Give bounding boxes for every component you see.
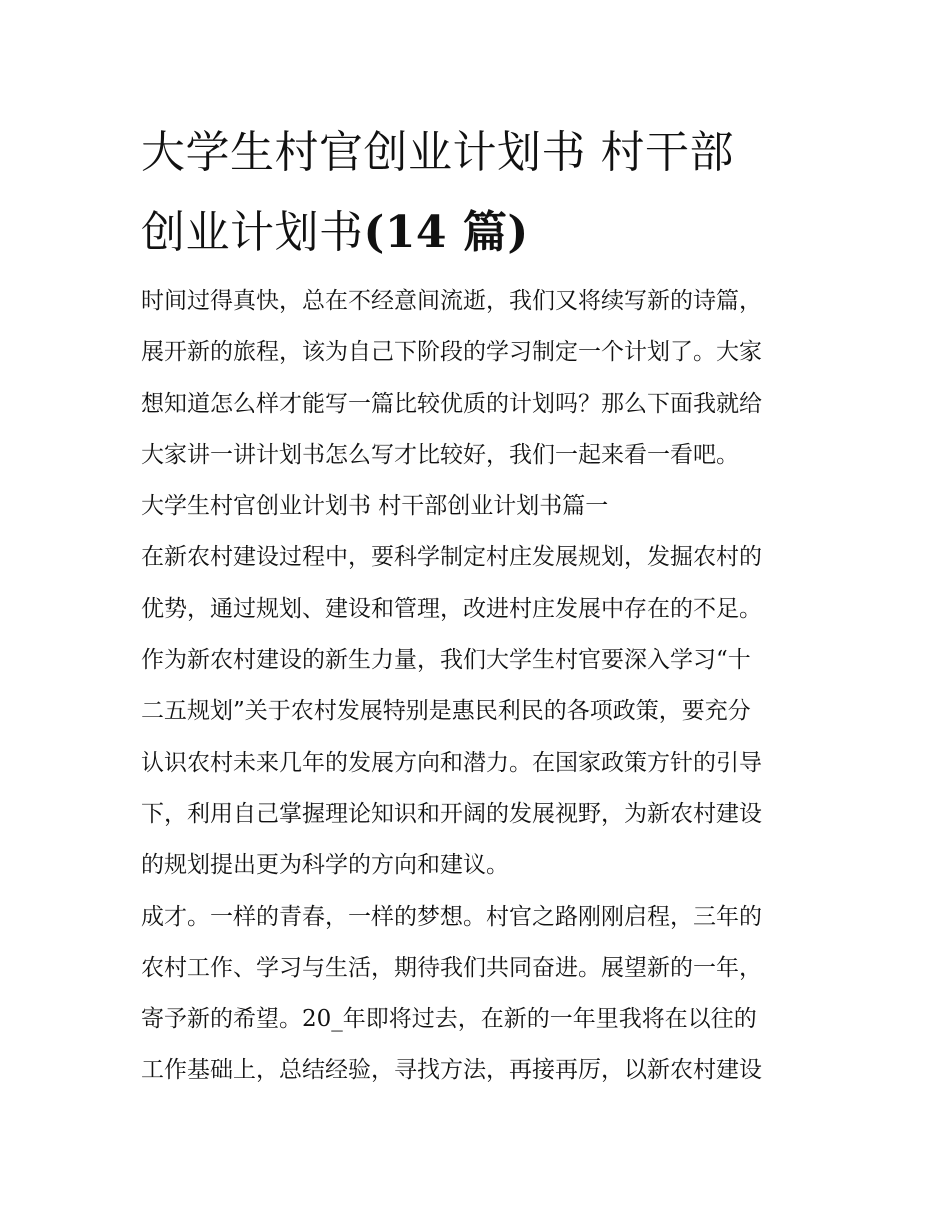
body-line: 优势，通过规划、建设和管理，改进村庄发展中存在的不足。	[141, 595, 762, 622]
body-line: 二五规划”关于农村发展特别是惠民利民的各项政策，要充分	[141, 698, 751, 725]
body-line: 寄予新的希望。20_年即将过去，在新的一年里我将在以往的	[141, 1006, 757, 1033]
body-line: 下，利用自己掌握理论知识和开阔的发展视野，为新农村建设	[141, 800, 762, 827]
body-line: 想知道怎么样才能写一篇比较优质的计划吗？那么下面我就给	[141, 390, 762, 417]
body-line: 工作基础上，总结经验，寻找方法，再接再厉，以新农村建设	[141, 1057, 762, 1084]
body-line: 农村工作、学习与生活，期待我们共同奋进。展望新的一年，	[141, 954, 762, 981]
body-line: 展开新的旅程，该为自己下阶段的学习制定一个计划了。大家	[141, 339, 762, 366]
title-line-2	[141, 193, 831, 273]
body-line: 作为新农村建设的新生力量，我们大学生村官要深入学习“十	[141, 647, 751, 674]
body-line: 成才。一样的青春，一样的梦想。村官之路刚刚启程，三年的	[141, 903, 762, 930]
document-title	[141, 113, 831, 273]
title-count: (14 篇)	[363, 207, 529, 258]
body-line: 认识农村未来几年的发展方向和潜力。在国家政策方针的引导	[141, 749, 762, 776]
body-line: 时间过得真快，总在不经意间流逝，我们又将续写新的诗篇，	[141, 288, 762, 314]
body-line: 大家讲一讲计划书怎么写才比较好，我们一起来看一看吧。	[141, 441, 739, 468]
title-line-2-text: 创业计划书	[141, 207, 364, 258]
title-line-1: 大学生村官创业计划书 村干部	[141, 127, 734, 178]
section-heading: 大学生村官创业计划书 村干部创业计划书篇一	[141, 493, 609, 520]
document-body	[141, 276, 831, 1097]
body-line: 的规划提出更为科学的方向和建议。	[141, 852, 509, 879]
body-line: 在新农村建设过程中，要科学制定村庄发展规划，发掘农村的	[141, 544, 762, 571]
